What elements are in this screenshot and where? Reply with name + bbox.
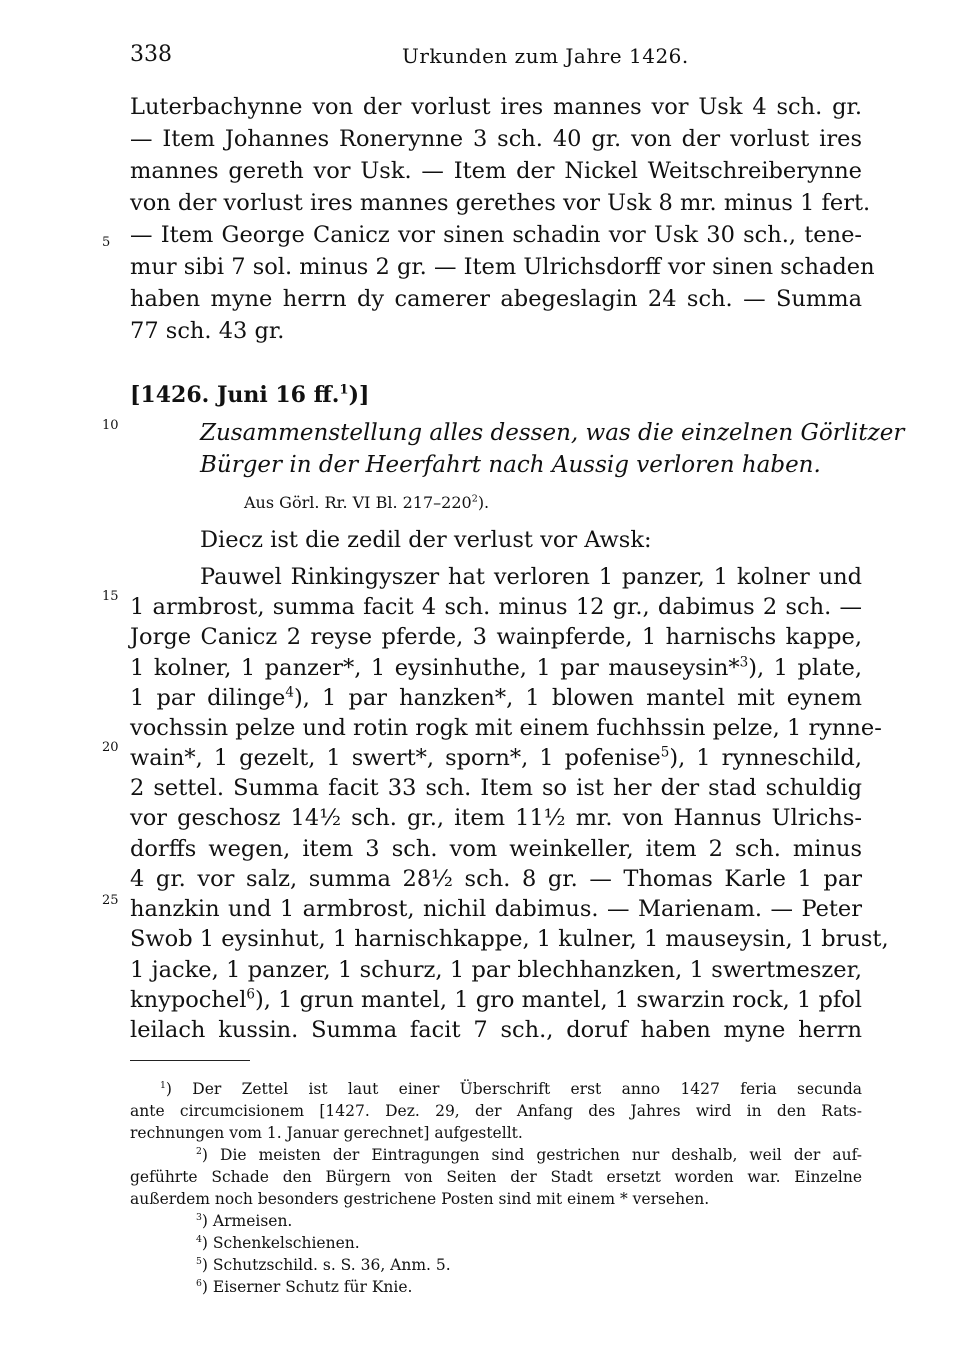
footnote-4: $^4$) Schenkelschienen. (196, 1233, 360, 1252)
text-line: haben myne herrn dy camerer abegeslagin 24 sch. — Summa (130, 286, 862, 312)
line-number-20: 20 (102, 740, 119, 755)
text-line: Diecz ist die zedil der verlust vor Awsk: (200, 527, 652, 553)
footnote-5: $^5$) Schutzschild. s. S. 36, Anm. 5. (196, 1255, 451, 1274)
text-line: wain*, 1 gezelt, 1 swert*, sporn*, 1 pofenise$^5$), 1 rynneschild, (130, 744, 862, 771)
text-line: von der vorlust ires mannes gerethes vor Usk 8 mr. minus 1 fert. (130, 190, 871, 216)
entry-title-line-1: Zusammenstellung alles dessen, was die einzelnen Görlitzer (200, 420, 905, 446)
line-number-15: 15 (102, 589, 119, 604)
page-number: 338 (130, 42, 172, 67)
entry-title-line-2: Bürger in der Heerfahrt nach Aussig verloren haben. (200, 452, 821, 478)
text-line: vor geschosz 14½ sch. gr., item 11½ mr. von Hannus Ulrichs- (130, 805, 862, 831)
text-line: Swob 1 eysinhut, 1 harnischkappe, 1 kulner, 1 mauseysin, 1 brust, (130, 926, 889, 952)
footnote-1-line-3: rechnungen vom 1. Januar gerechnet] aufgestellt. (130, 1124, 523, 1142)
line-number-25: 25 (102, 893, 119, 908)
text-line: 2 settel. Summa facit 33 sch. Item so ist her der stad schuldig (130, 775, 862, 801)
line-number-5: 5 (102, 235, 111, 250)
text-line: mur sibi 7 sol. minus 2 gr. — Item Ulrichsdorff vor sinen schaden (130, 254, 875, 280)
text-line: 77 sch. 43 gr. (130, 318, 285, 344)
text-line: 4 gr. vor salz, summa 28½ sch. 8 gr. — Thomas Karle 1 par (130, 866, 862, 892)
footnote-divider (130, 1060, 250, 1061)
text-line: leilach kussin. Summa facit 7 sch., doruf haben myne herrn (130, 1017, 862, 1043)
text-line: Pauwel Rinkingyszer hat verloren 1 panzer, 1 kolner und (200, 564, 862, 590)
text-line: mannes gereth vor Usk. — Item der Nickel Weitschreiberynne (130, 158, 862, 184)
line-number-10: 10 (102, 418, 119, 433)
footnote-3: $^3$) Armeisen. (196, 1211, 293, 1230)
text-line: 1 kolner, 1 panzer*, 1 eysinhuthe, 1 par mauseysin*$^3$), 1 plate, (130, 654, 862, 681)
footnote-2-line-3: außerdem noch besonders gestrichene Posten sind mit einem * versehen. (130, 1190, 710, 1208)
source-reference: Aus Görl. Rr. VI Bl. $217-220^2$). (244, 493, 490, 512)
footnote-1: $^1$) Der Zettel ist laut einer Überschrift erst anno 1427 feria secunda (160, 1079, 862, 1098)
text-line: dorffs wegen, item 3 sch. vom weinkeller, item 2 sch. minus (130, 836, 862, 862)
text-line: Jorge Canicz 2 reyse pferde, 3 wainpferde, 1 harnischs kappe, (130, 624, 862, 650)
entry-date: [1426. Juni 16 ff.$^1$)] (130, 382, 370, 408)
text-line: 1 armbrost, summa facit 4 sch. minus 12 gr., dabimus 2 sch. — (130, 594, 862, 620)
footnote-2: $^2$) Die meisten der Eintragungen sind gestrichen nur deshalb, weil der auf- (196, 1145, 862, 1164)
text-line: Luterbachynne von der vorlust ires mannes vor Usk 4 sch. gr. (130, 94, 862, 120)
text-line: 1 jacke, 1 panzer, 1 schurz, 1 par blechhanzken, 1 swertmeszer, (130, 957, 862, 983)
text-line: — Item George Canicz vor sinen schadin vor Usk 30 sch., tene- (130, 222, 862, 248)
text-line: vochssin pelze und rotin rogk mit einem fuchhssin pelze, 1 rynne- (130, 715, 882, 741)
footnote-1-line-2: ante circumcisionem [1427. Dez. 29, der Anfang des Jahres wird in den Rats- (130, 1102, 862, 1120)
footnote-2-line-2: geführte Schade den Bürgern von Seiten der Stadt ersetzt worden war. Einzelne (130, 1168, 862, 1186)
text-line: knypochel$^6$), 1 grun mantel, 1 gro mantel, 1 swarzin rock, 1 pfol (130, 986, 862, 1013)
text-line: hanzkin und 1 armbrost, nichil dabimus. — Marienam. — Peter (130, 896, 862, 922)
footnote-6: $^6$) Eiserner Schutz für Knie. (196, 1277, 413, 1296)
text-line: 1 par dilinge$^4$), 1 par hanzken*, 1 blowen mantel mit eynem (130, 684, 862, 711)
running-head: Urkunden zum Jahre 1426. (402, 44, 689, 68)
text-line: — Item Johannes Ronerynne 3 sch. 40 gr. von der vorlust ires (130, 126, 862, 152)
